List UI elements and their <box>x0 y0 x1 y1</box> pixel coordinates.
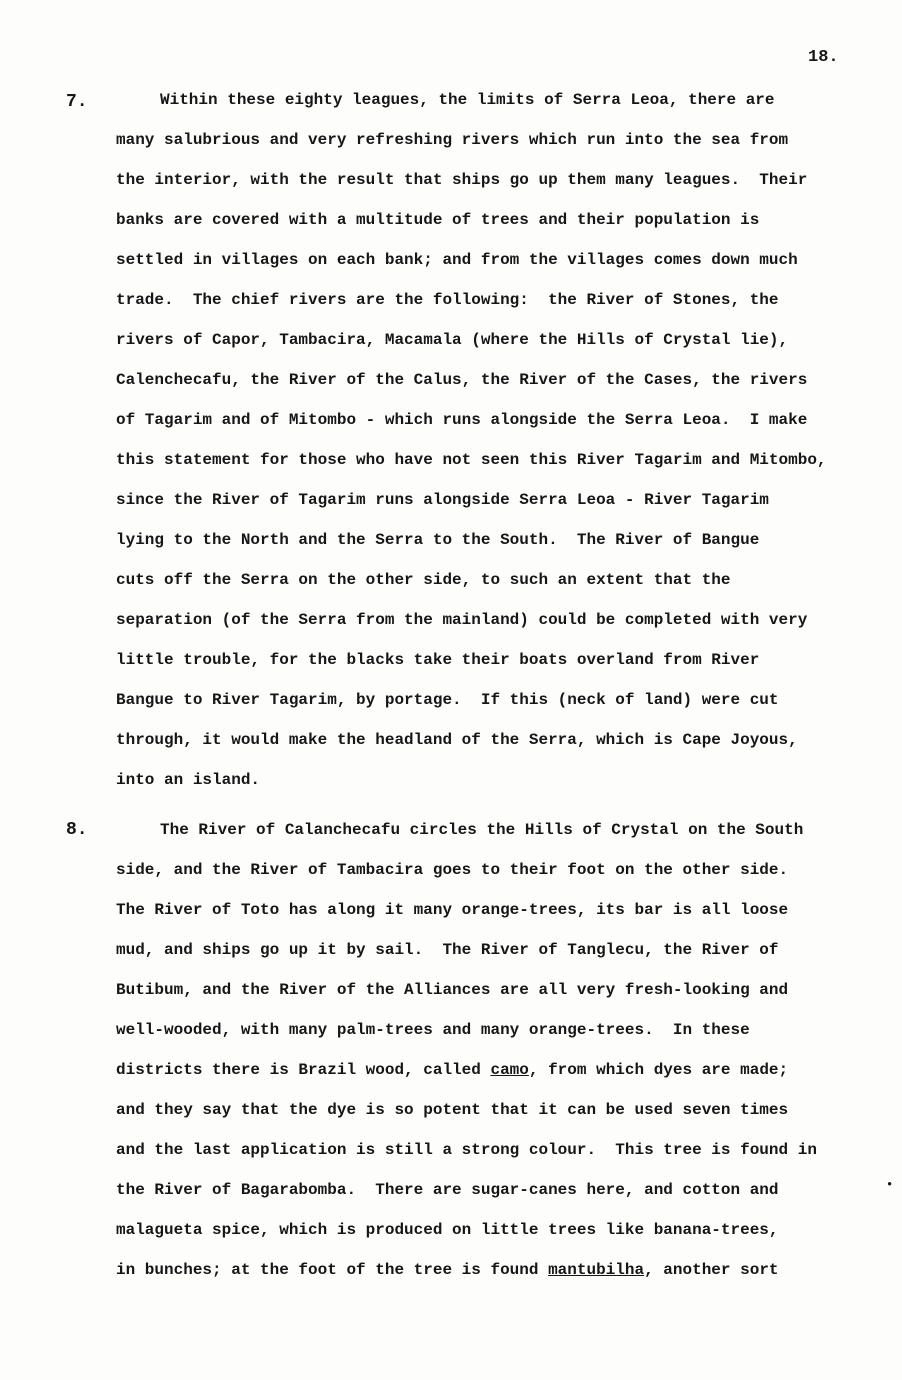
paragraph-8-line: malagueta spice, which is produced on little trees like banana-trees, <box>116 1221 779 1239</box>
paragraph-8-line: The River of Toto has along it many orange-trees, its bar is all loose <box>116 901 789 919</box>
paragraph-8-line: and they say that the dye is so potent that it can be used seven times <box>116 1101 789 1119</box>
paragraph-8-line: well-wooded, with many palm-trees and many orange-trees. In these <box>116 1021 750 1039</box>
paragraph-7-line: settled in villages on each bank; and from the villages comes down much <box>116 251 798 269</box>
paragraph-7-line: separation (of the Serra from the mainland) could be completed with very <box>116 611 808 629</box>
paragraph-7-line: cuts off the Serra on the other side, to such an extent that the <box>116 571 731 589</box>
paragraph-7-line: Bangue to River Tagarim, by portage. If this (neck of land) were cut <box>116 691 779 709</box>
paragraph-8-line: and the last application is still a strong colour. This tree is found in <box>116 1141 817 1159</box>
paragraph-7-line: into an island. <box>116 771 261 789</box>
paragraph-8-line: The River of Calanchecafu circles the Hills of Crystal on the South <box>160 821 804 839</box>
page-number: 18. <box>808 48 839 67</box>
paragraph-8-line: the River of Bagarabomba. There are sugar-canes here, and cotton and <box>116 1181 779 1199</box>
paragraph-8-line: side, and the River of Tambacira goes to their foot on the other side. <box>116 861 789 879</box>
stray-ink-dot-icon: • <box>886 1178 894 1192</box>
paragraph-7-line: of Tagarim and of Mitombo - which runs alongside the Serra Leoa. I make <box>116 411 808 429</box>
underlined-term: mantubilha <box>548 1261 645 1279</box>
paragraph-7-line: the interior, with the result that ships go up them many leagues. Their <box>116 171 808 189</box>
paragraph-7-line: this statement for those who have not seen this River Tagarim and Mitombo, <box>116 451 827 469</box>
paragraph-8-line: Butibum, and the River of the Alliances are all very fresh-looking and <box>116 981 789 999</box>
paragraph-7-line: since the River of Tagarim runs alongside Serra Leoa - River Tagarim <box>116 491 769 509</box>
paragraph-7-line: Calenchecafu, the River of the Calus, the River of the Cases, the rivers <box>116 371 808 389</box>
paragraph-7-line: trade. The chief rivers are the following: the River of Stones, the <box>116 291 779 309</box>
underlined-term: camo <box>490 1061 529 1079</box>
paragraph-7-line: banks are covered with a multitude of trees and their population is <box>116 211 760 229</box>
paragraph-8-line: in bunches; at the foot of the tree is found mantubilha, another sort <box>116 1261 779 1279</box>
paragraph-7-line: through, it would make the headland of the Serra, which is Cape Joyous, <box>116 731 798 749</box>
paragraph-7-line: rivers of Capor, Tambacira, Macamala (where the Hills of Crystal lie), <box>116 331 789 349</box>
paragraph-7-line: lying to the North and the Serra to the South. The River of Bangue <box>116 531 760 549</box>
paragraph-8-line: mud, and ships go up it by sail. The River of Tanglecu, the River of <box>116 941 779 959</box>
paragraph-number-8: 8. <box>66 820 88 840</box>
paragraph-number-7: 7. <box>66 92 88 112</box>
paragraph-7-line: little trouble, for the blacks take their boats overland from River <box>116 651 760 669</box>
paragraph-7-line: many salubrious and very refreshing rivers which run into the sea from <box>116 131 789 149</box>
paragraph-8-line: districts there is Brazil wood, called camo, from which dyes are made; <box>116 1061 789 1079</box>
paragraph-7-line: Within these eighty leagues, the limits of Serra Leoa, there are <box>160 91 775 109</box>
